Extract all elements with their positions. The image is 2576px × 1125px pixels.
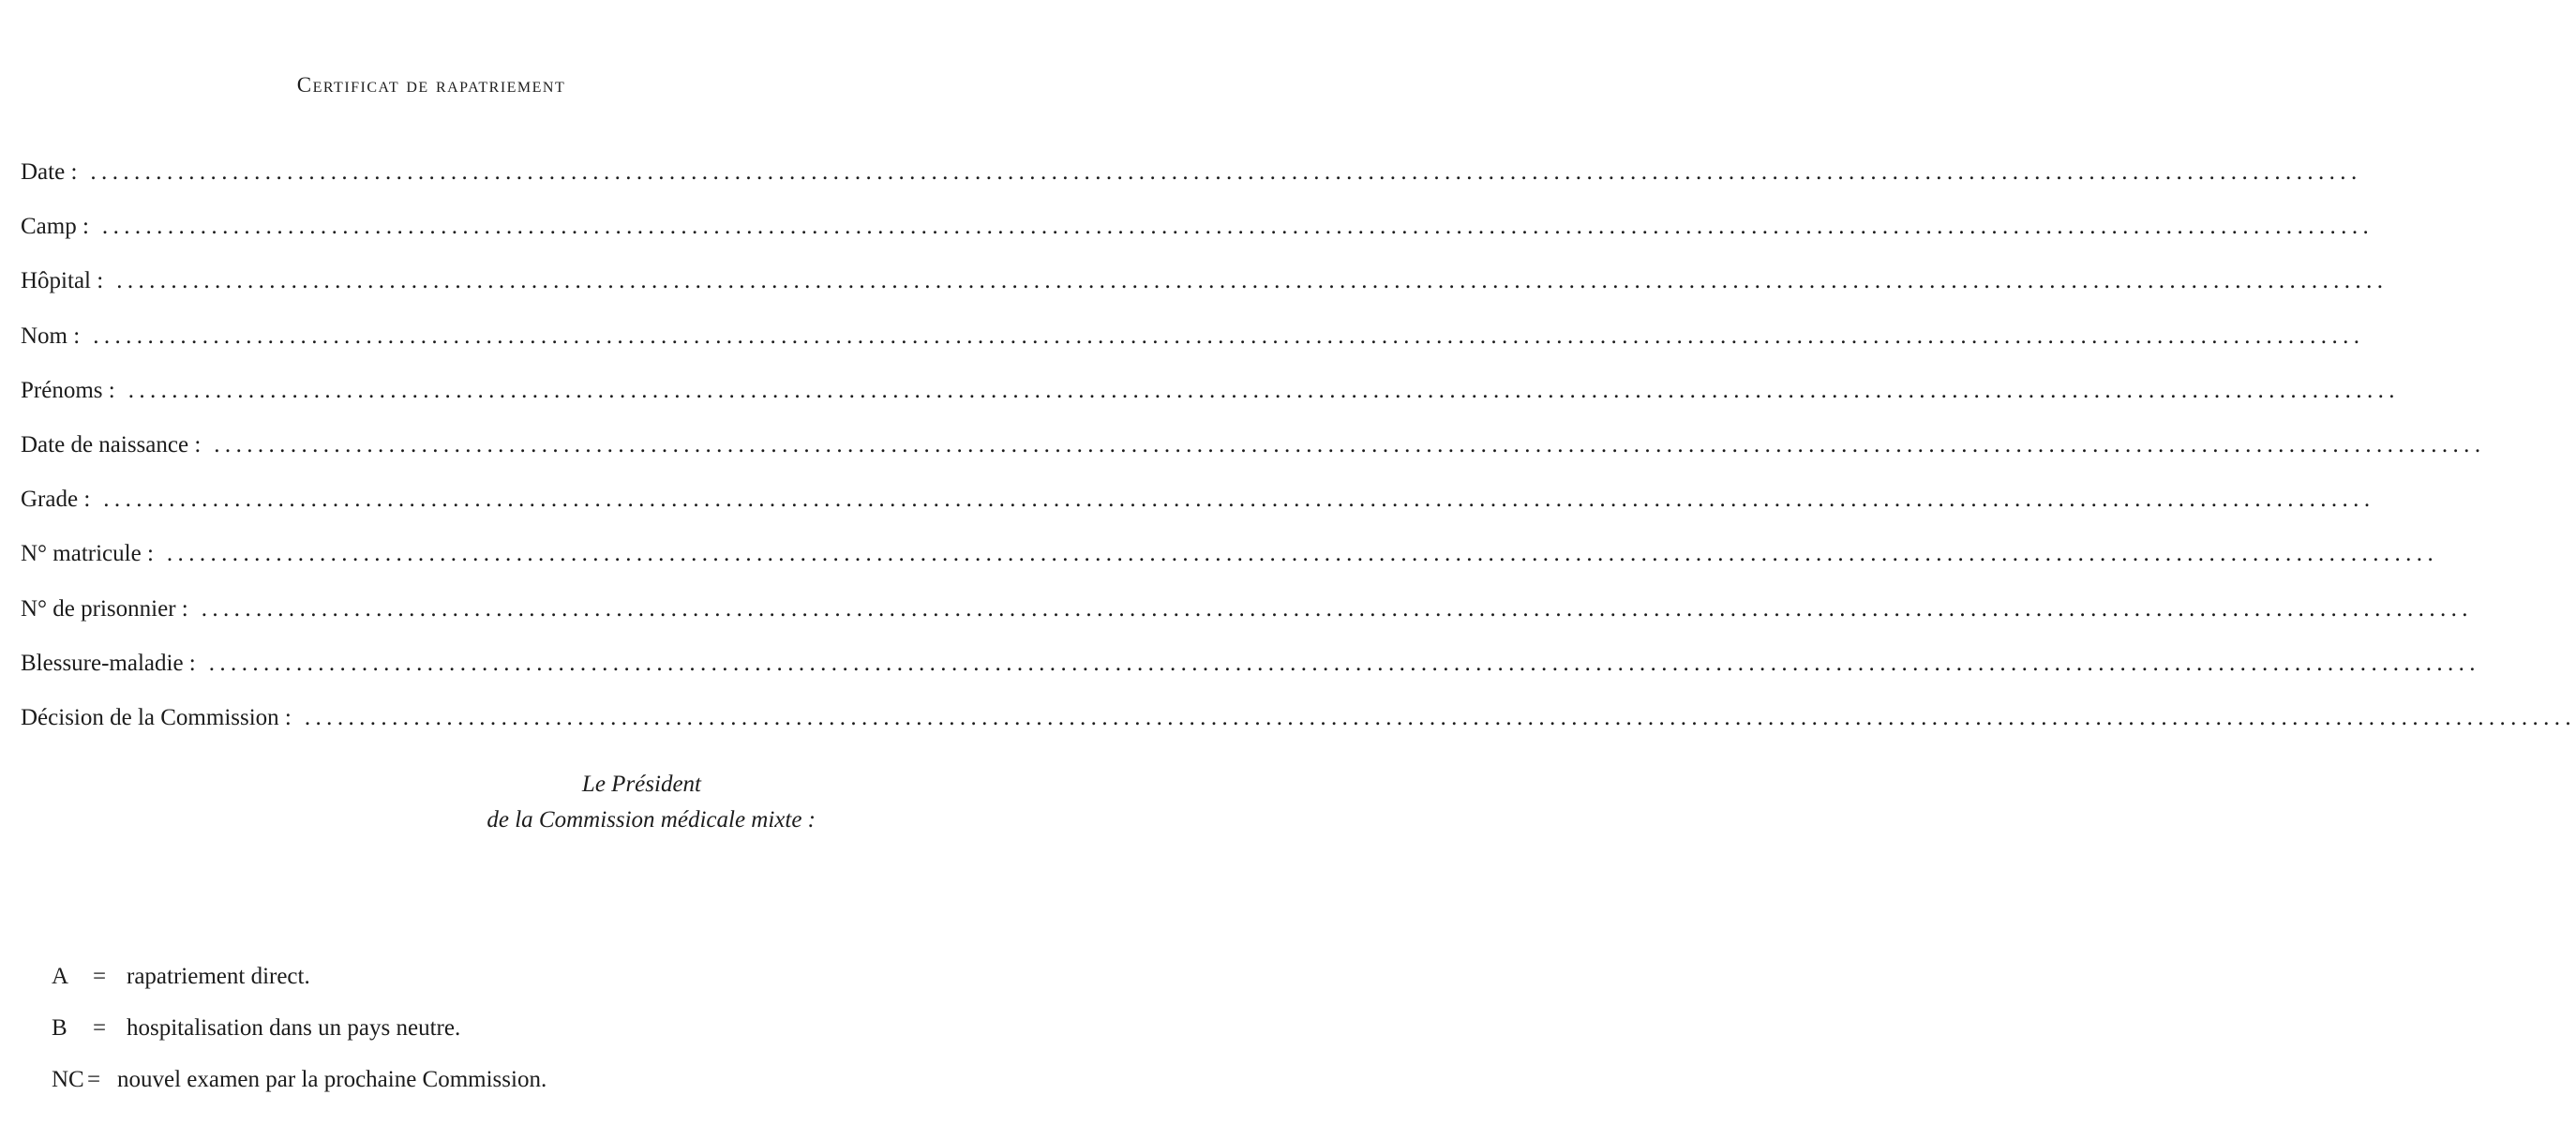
legend-item bbox=[52, 1015, 547, 1067]
field-fill-line-date-naissance: ................................................................................................................................................................................................................ bbox=[214, 431, 2486, 458]
field-fill-line-camp: ................................................................................................................................................................................................................ bbox=[101, 214, 2374, 240]
field-date-naissance bbox=[21, 431, 2486, 487]
legend-text: rapatriement direct. bbox=[127, 964, 310, 989]
field-prenoms bbox=[21, 377, 2400, 432]
legend-item bbox=[52, 1067, 547, 1118]
legend-equals: = bbox=[87, 1067, 101, 1092]
field-label-hopital: Hôpital : bbox=[21, 268, 104, 294]
field-fill-line-prenoms: ................................................................................................................................................................................................................ bbox=[127, 377, 2400, 403]
signature-block bbox=[487, 767, 816, 838]
field-fill-line-matricule: ................................................................................................................................................................................................................ bbox=[166, 541, 2439, 567]
legend-equals: = bbox=[93, 1015, 107, 1041]
field-label-blessure-maladie: Blessure-maladie : bbox=[21, 650, 196, 676]
field-label-prenoms: Prénoms : bbox=[21, 377, 115, 403]
document-title: Certificat de rapatriement bbox=[296, 73, 566, 97]
field-fill-line-hopital: ................................................................................................................................................................................................................ bbox=[116, 268, 2389, 294]
field-label-camp: Camp : bbox=[21, 214, 89, 240]
field-grade bbox=[21, 487, 2375, 541]
field-label-matricule: N° matricule : bbox=[21, 541, 154, 567]
signature-commission: de la Commission médicale mixte : bbox=[487, 807, 816, 832]
signature-title: Le Président bbox=[581, 772, 701, 797]
field-nom bbox=[21, 322, 2365, 378]
field-hopital bbox=[21, 268, 2389, 322]
legend-equals: = bbox=[93, 964, 107, 989]
legend-code: NC bbox=[52, 1067, 84, 1092]
field-label-date-naissance: Date de naissance : bbox=[21, 431, 202, 458]
field-camp bbox=[21, 214, 2374, 268]
field-fill-line-decision: ................................................................................................................................................................................................................ bbox=[304, 704, 2576, 730]
legend-text: nouvel examen par la prochaine Commission. bbox=[117, 1067, 547, 1092]
form-fields bbox=[21, 159, 2576, 759]
field-decision bbox=[21, 704, 2576, 759]
field-prisonnier bbox=[21, 595, 2473, 651]
field-date bbox=[21, 159, 2362, 214]
legend-item bbox=[52, 964, 547, 1015]
field-label-date: Date : bbox=[21, 159, 78, 185]
field-label-prisonnier: N° de prisonnier : bbox=[21, 595, 188, 622]
field-fill-line-date: ................................................................................................................................................................................................................ bbox=[90, 159, 2362, 185]
field-fill-line-grade: ................................................................................................................................................................................................................ bbox=[103, 487, 2375, 513]
legend-code: B bbox=[52, 1015, 67, 1041]
field-label-nom: Nom : bbox=[21, 322, 81, 349]
field-fill-line-prisonnier: ................................................................................................................................................................................................................ bbox=[201, 595, 2473, 622]
legend-text: hospitalisation dans un pays neutre. bbox=[127, 1015, 461, 1041]
field-fill-line-nom: ................................................................................................................................................................................................................ bbox=[93, 322, 2365, 349]
field-fill-line-blessure-maladie: ................................................................................................................................................................................................................ bbox=[208, 650, 2480, 676]
field-label-decision: Décision de la Commission : bbox=[21, 704, 292, 730]
field-label-grade: Grade : bbox=[21, 487, 91, 513]
decision-legend bbox=[52, 964, 547, 1118]
field-matricule bbox=[21, 541, 2439, 595]
field-blessure-maladie bbox=[21, 650, 2480, 705]
legend-code: A bbox=[52, 964, 69, 989]
